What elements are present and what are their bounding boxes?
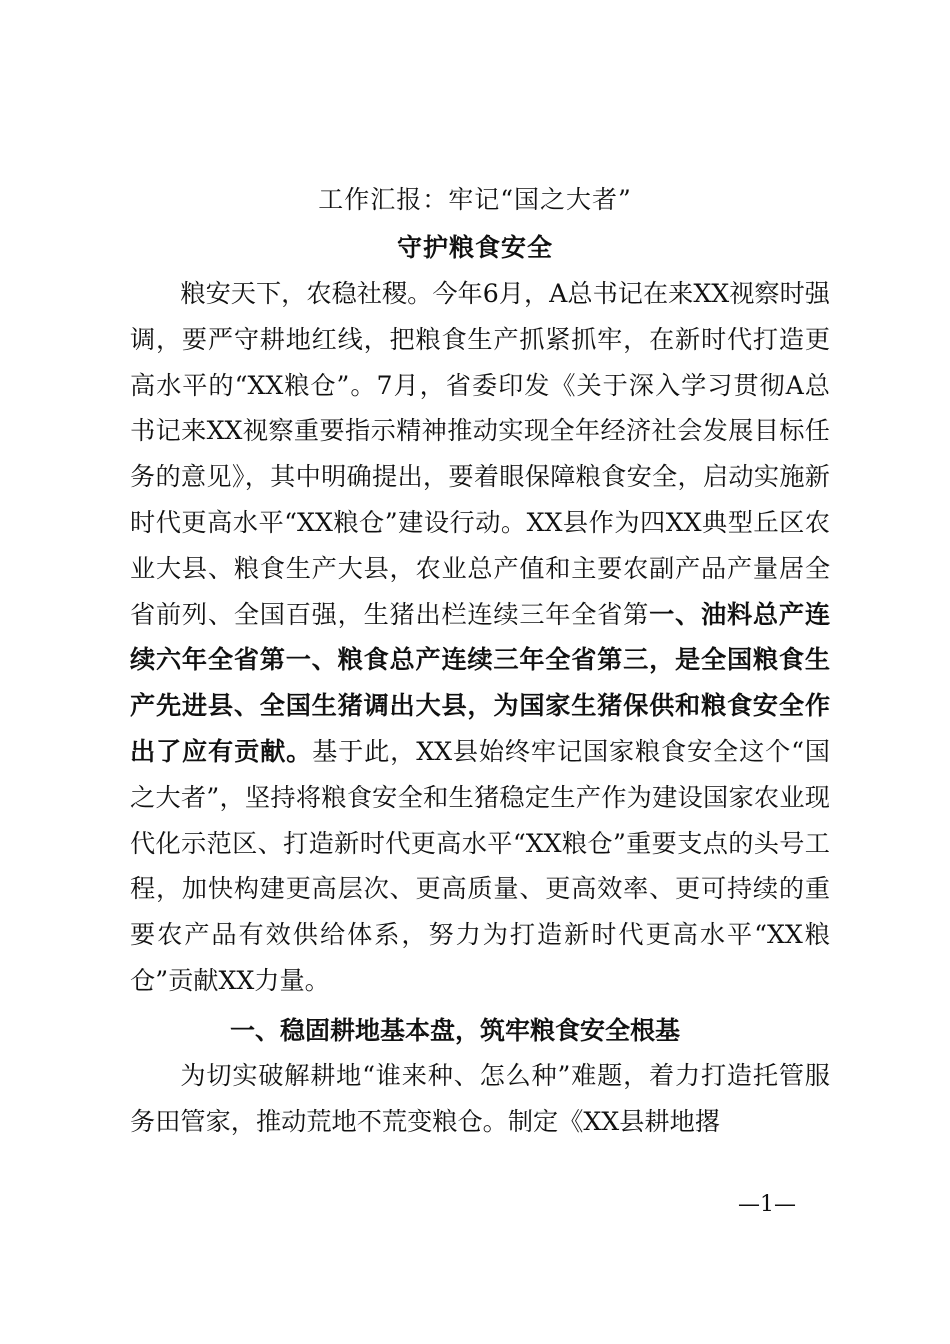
paragraph-intro-text-2: 基于此，XX县始终牢记国家粮食安全这个“国之大者”，坚持将粮食安全和生猪稳定生产作为建设国家农业现代化示范区、打造新时代更高水平“XX粮仓”重要支点的头号工程，加快构建更高层次、更高质量、更高效率、更可持续的重要农产品有效供给体系，努力为打造新时代更高水平“XX粮仓”贡献XX力量。 — [130, 736, 830, 995]
document-title-line-1: 工作汇报：牢记“国之大者” — [318, 185, 632, 214]
paragraph-intro-bold-text: 一、油料总产连续六年全省第一、粮食总产连续三年全省第三，是全国粮食生产先进县、全国生猪调出大县，为国家生猪保供和粮食安全作出了应有贡献。 — [130, 599, 831, 766]
section-heading-1-text: 一、稳固耕地基本盘，筑牢粮食安全根基 — [230, 1016, 681, 1045]
paragraph-section-1: 为切实破解耕地“谁来种、怎么种”难题，着力打造托管服务田管家，推动荒地不荒变粮仓。制定《XX县耕地撂 — [130, 1061, 830, 1136]
page-number: —1— — [738, 1192, 796, 1217]
paragraph-intro-text-1: 粮安天下，农稳社稷。今年6月，A总书记在来XX视察时强调，要严守耕地红线，把粮食生产抓紧抓牢，在新时代打造更高水平的“XX粮仓”。7月，省委印发《关于深入学习贯彻A总书记来XX视察重要指示精神推动实现全年经济社会发展目标任务的意见》，其中明确提出，要着眼保障粮食安全，启动实施新时代更高水平“XX粮仓”建设行动。XX县作为四XX典型丘区农业大县、粮食生产大县，农业总产值和主要农副产品产量居全省前列、全国百强，生猪出栏连续三年全省第 — [130, 279, 830, 629]
document-title-line-2: 守护粮食安全 — [396, 233, 553, 262]
paragraph-intro — [130, 271, 830, 1004]
